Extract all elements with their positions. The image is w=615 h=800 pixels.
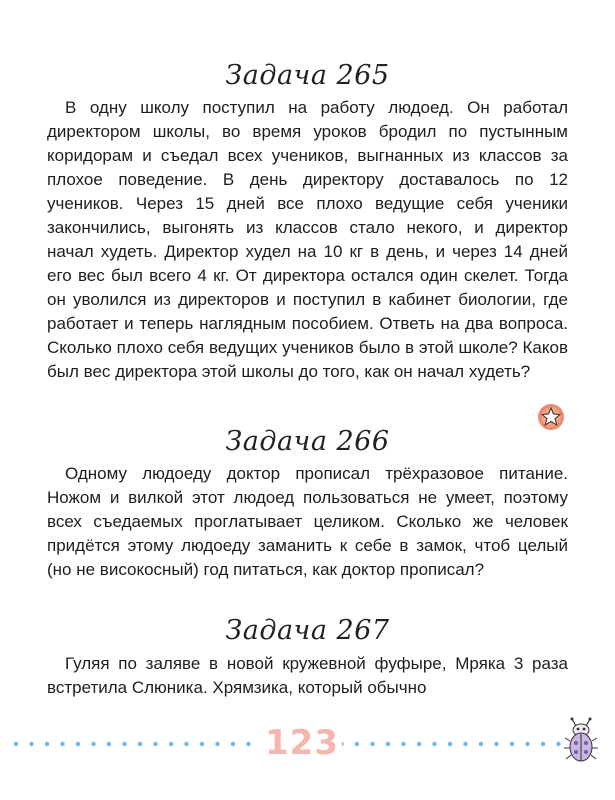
- footer-dot: [76, 742, 80, 746]
- star-badge-icon: [537, 403, 565, 431]
- footer-dot: [246, 742, 250, 746]
- footer-dot: [417, 742, 421, 746]
- footer-dot: [200, 742, 204, 746]
- footer-dot: [432, 742, 436, 746]
- footer-dot: [153, 742, 157, 746]
- footer-dot: [138, 742, 142, 746]
- footer-dot: [525, 742, 529, 746]
- footer-dot: [14, 742, 18, 746]
- footer-dot: [122, 742, 126, 746]
- footer-dot: [45, 742, 49, 746]
- footer-dot: [355, 742, 359, 746]
- footer-dot: [215, 742, 219, 746]
- footer-dot: [494, 742, 498, 746]
- footer-dot: [386, 742, 390, 746]
- footer-dot: [448, 742, 452, 746]
- footer-dot: [463, 742, 467, 746]
- footer-dot: [29, 742, 33, 746]
- problem-text-265: В одну школу поступил на работу людоед. Он работал директором школы, во время уроков бродил по пустынным коридорам и съедал всех учеников, выгнанных из классов за плохое поведение. В день директору доставалось по 12 учеников. Через 15 дней все плохо ведущие себя ученики закончились, выгонять из классов стало некого, и директор начал худеть. Директор худел на 10 кг в день, и через 14 дней его вес был всего 4 кг. От директора остался один скелет. Тогда он уволился из директоров и поступил в кабинет биологии, где работает и теперь наглядным пособием. Ответь на два вопроса. Сколько плохо себя ведущих учеников было в этой школе? Каков был вес директора этой школы до того, как он начал худеть?: [47, 98, 568, 381]
- problem-title-267: Задача 267: [225, 615, 390, 646]
- page-number: 123: [262, 726, 342, 760]
- problem-title-265: Задача 265: [225, 60, 390, 91]
- footer-dot: [370, 742, 374, 746]
- footer-dot: [107, 742, 111, 746]
- footer-dot: [401, 742, 405, 746]
- footer-dot: [510, 742, 514, 746]
- problem-title-266: Задача 266: [225, 426, 390, 457]
- beetle-icon: [563, 717, 599, 767]
- footer-dot: [91, 742, 95, 746]
- footer-dot: [184, 742, 188, 746]
- footer-dot: [231, 742, 235, 746]
- problem-text-267: Гуляя по заляве в новой кружевной фуфыре, Мряка 3 раза встретила Слюника. Хрямзика, который обычно: [47, 654, 568, 697]
- footer-dot: [556, 742, 560, 746]
- footer-dot: [60, 742, 64, 746]
- problem-text-266: Одному людоеду доктор прописал трёхразовое питание. Ножом и вилкой этот людоед пользоваться не умеет, поэтому всех съедаемых проглатывает целиком. Сколько же человек придётся этому людоеду заманить к себе в замок, чтоб целый (но не високосный) год питаться, как доктор прописал?: [47, 464, 568, 579]
- footer-dot: [479, 742, 483, 746]
- footer-dot: [169, 742, 173, 746]
- footer-dot: [541, 742, 545, 746]
